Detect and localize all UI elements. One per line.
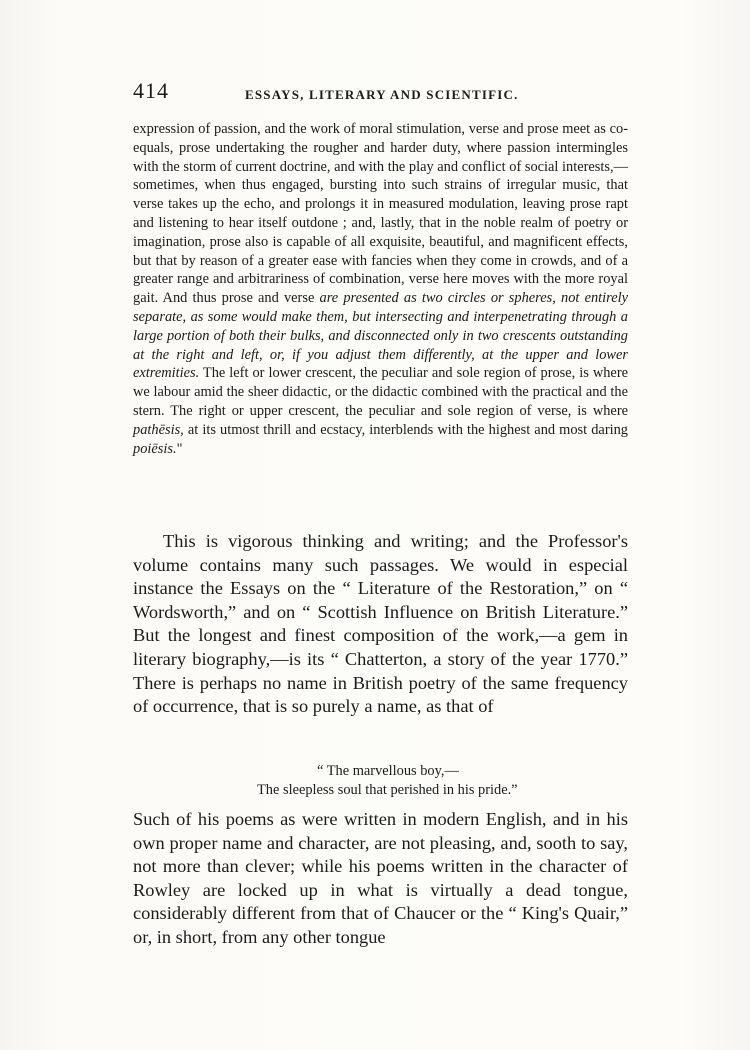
quoted-passage bbox=[133, 120, 628, 458]
body-paragraph-1 bbox=[133, 530, 628, 719]
quote-text-part2: The left or lower crescent, the peculiar and sole region of prose, is where we labour amid the sheer didactic, or the didactic combined with the practical and the stern. The right or upper crescent, the peculiar and sole region of verse, is where bbox=[133, 365, 628, 419]
body-paragraph-1-text: This is vigorous thinking and writing; and the Professor's volume contains many such passages. We would in especial instance the Essays on the “ Literature of the Restoration,” on “ Wordsworth,” and on “ Scottish Influence on British Literature.” But the longest and finest composition of the work,—a gem in literary biography,—is its “ Chatterton, a story of the year 1770.” There is perhaps no name in British poetry of the same frequency of occurrence, that is so purely a name, as that of bbox=[133, 531, 628, 717]
quote-italic-poiesis: poiēsis. bbox=[133, 440, 177, 457]
verse-line-1: “ The marvellous boy,— bbox=[317, 763, 459, 779]
page-header bbox=[133, 78, 628, 108]
quote-text-part4: " bbox=[176, 440, 183, 457]
page-number: 414 bbox=[133, 78, 169, 103]
quote-italic-part1: are presented as two circles or spheres, not entirely separate, as some would make them, but intersecting and interpenetrating through a large portion of both their bulks, and disconnected only in two crescents outstanding at the right and left, or, if you adjust them differently, at the upper and lower extremities. bbox=[133, 290, 628, 382]
running-head: ESSAYS, LITERARY AND SCIENTIFIC. bbox=[245, 87, 519, 102]
body-paragraph-2-text: Such of his poems as were written in modern English, and in his own proper name and character, are not pleasing, and, sooth to say, not more than clever; while his poems written in the character of Rowley are locked up in what is virtually a dead tongue, considerably different from that of Chaucer or the “ King's Quair,” or, in short, from any other tongue bbox=[133, 809, 628, 947]
verse-line-2: The sleepless soul that perished in his pride.” bbox=[257, 782, 518, 798]
quote-text-part1: expression of passion, and the work of moral stimulation, verse and prose meet as co-equals, prose undertaking the rougher and harder duty, where passion intermingles with the storm of current doctrine, and with the play and conflict of social interests,—sometimes, when thus engaged, bursting into such strains of irregular music, that verse takes up the echo, and prolongs it in measured modulation, leaving prose rapt and listening to hear itself outdone ; and, lastly, that in the noble realm of poetry or imagination, prose also is capable of all exquisite, beautiful, and magnificent effects, but that by reason of a greater ease with fancies when they come in crowds, and of a greater range and arbitrariness of combination, verse here moves with the more royal gait. And thus prose and verse bbox=[133, 121, 628, 307]
quote-text-part3: at its utmost thrill and ecstacy, interblends with the highest and most daring bbox=[183, 421, 628, 438]
body-paragraph-2 bbox=[133, 808, 628, 950]
quoted-passage-text bbox=[133, 120, 628, 458]
verse-quotation bbox=[133, 762, 628, 800]
quote-italic-pathesis: pathēsis, bbox=[133, 421, 184, 438]
